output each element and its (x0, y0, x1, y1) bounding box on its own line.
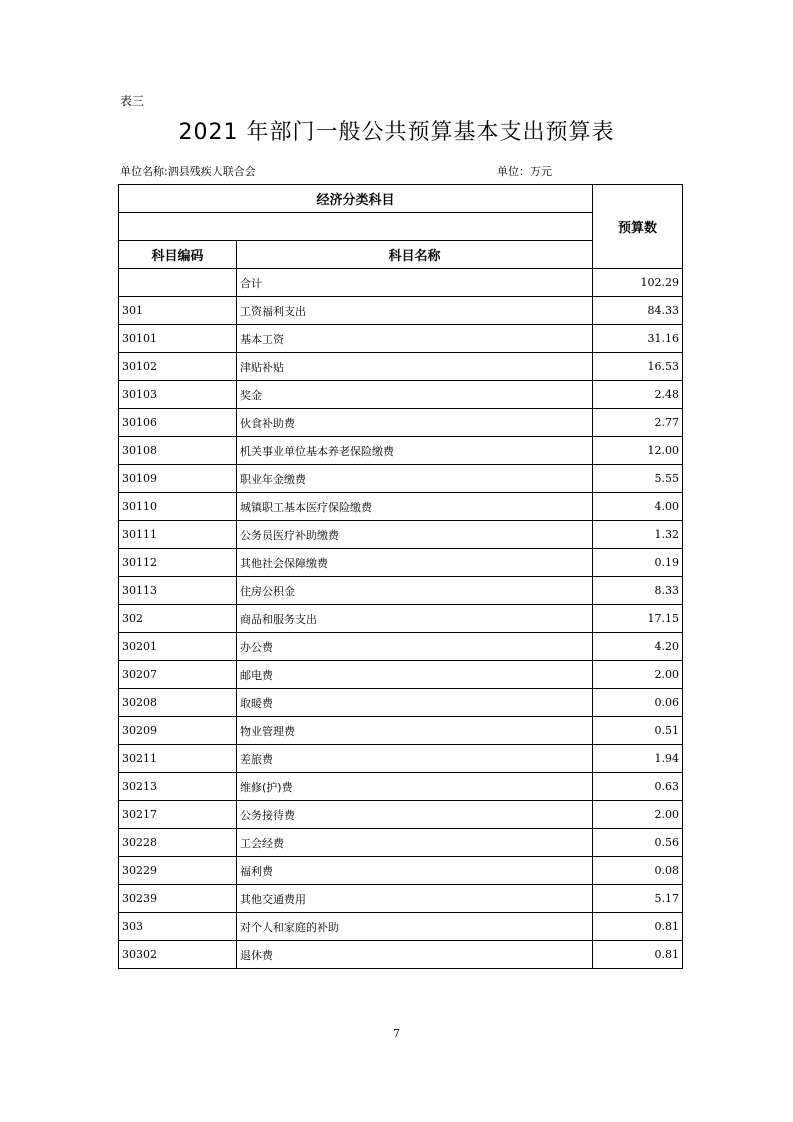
header-spacer-row (119, 213, 593, 241)
subject-code-cell: 302 (119, 605, 237, 633)
budget-amount-cell: 5.55 (593, 465, 683, 493)
budget-amount-cell: 4.20 (593, 633, 683, 661)
budget-amount-cell: 0.81 (593, 913, 683, 941)
budget-amount-cell: 4.00 (593, 493, 683, 521)
table-row (119, 325, 683, 353)
table-row (119, 941, 683, 969)
budget-amount-cell: 8.33 (593, 577, 683, 605)
subject-code-cell: 301 (119, 297, 237, 325)
subject-name-cell: 商品和服务支出 (237, 605, 593, 633)
subject-name-cell: 津贴补贴 (237, 353, 593, 381)
budget-amount-cell: 0.08 (593, 857, 683, 885)
subject-code-cell: 30302 (119, 941, 237, 969)
subject-code-cell: 30213 (119, 773, 237, 801)
table-row (119, 857, 683, 885)
table-row (119, 577, 683, 605)
subject-name-cell: 福利费 (237, 857, 593, 885)
table-row (119, 605, 683, 633)
header-economic-classification: 经济分类科目 (119, 185, 593, 213)
subject-code-cell: 303 (119, 913, 237, 941)
table-row (119, 297, 683, 325)
subject-code-cell: 30103 (119, 381, 237, 409)
subject-code-cell: 30228 (119, 829, 237, 857)
subject-code-cell: 30207 (119, 661, 237, 689)
table-row (119, 269, 683, 297)
subject-code-cell: 30110 (119, 493, 237, 521)
budget-amount-cell: 0.81 (593, 941, 683, 969)
subject-name-cell: 机关事业单位基本养老保险缴费 (237, 437, 593, 465)
subject-code-cell: 30239 (119, 885, 237, 913)
table-row (119, 633, 683, 661)
subject-code-cell: 30106 (119, 409, 237, 437)
budget-amount-cell: 2.48 (593, 381, 683, 409)
table-row (119, 353, 683, 381)
subject-code-cell: 30209 (119, 717, 237, 745)
header-subject-code: 科目编码 (119, 241, 237, 269)
budget-amount-cell: 5.17 (593, 885, 683, 913)
table-row (119, 885, 683, 913)
table-row (119, 465, 683, 493)
subject-name-cell: 伙食补助费 (237, 409, 593, 437)
table-row (119, 913, 683, 941)
unit-name-label: 单位名称:泗县残疾人联合会 (120, 165, 256, 178)
table-row (119, 409, 683, 437)
budget-amount-cell: 2.00 (593, 801, 683, 829)
table-row (119, 717, 683, 745)
budget-amount-cell: 0.51 (593, 717, 683, 745)
subject-name-cell: 办公费 (237, 633, 593, 661)
budget-amount-cell: 102.29 (593, 269, 683, 297)
subject-name-cell: 其他社会保障缴费 (237, 549, 593, 577)
subject-code-cell: 30217 (119, 801, 237, 829)
table-row (119, 549, 683, 577)
subject-name-cell: 维修(护)费 (237, 773, 593, 801)
subject-name-cell: 邮电费 (237, 661, 593, 689)
subject-code-cell: 30108 (119, 437, 237, 465)
subject-name-cell: 公务接待费 (237, 801, 593, 829)
budget-amount-cell: 0.63 (593, 773, 683, 801)
table-row (119, 689, 683, 717)
budget-amount-cell: 1.32 (593, 521, 683, 549)
subject-code-cell: 30101 (119, 325, 237, 353)
budget-table (118, 184, 683, 969)
budget-amount-cell: 0.19 (593, 549, 683, 577)
page-number: 7 (393, 1027, 400, 1040)
subject-name-cell: 工资福利支出 (237, 297, 593, 325)
budget-amount-cell: 31.16 (593, 325, 683, 353)
table-row (119, 801, 683, 829)
budget-amount-cell: 1.94 (593, 745, 683, 773)
header-budget-amount: 预算数 (593, 185, 683, 269)
page-title: 2021 年部门一般公共预算基本支出预算表 (178, 120, 615, 145)
subject-code-cell: 30208 (119, 689, 237, 717)
subject-name-cell: 其他交通费用 (237, 885, 593, 913)
subject-name-cell: 奖金 (237, 381, 593, 409)
table-row (119, 773, 683, 801)
subject-name-cell: 取暖费 (237, 689, 593, 717)
subject-code-cell: 30229 (119, 857, 237, 885)
table-row (119, 493, 683, 521)
subject-name-cell: 公务员医疗补助缴费 (237, 521, 593, 549)
budget-amount-cell: 16.53 (593, 353, 683, 381)
subject-name-cell: 职业年金缴费 (237, 465, 593, 493)
budget-amount-cell: 17.15 (593, 605, 683, 633)
subject-name-cell: 工会经费 (237, 829, 593, 857)
subject-code-cell: 30102 (119, 353, 237, 381)
budget-amount-cell: 0.06 (593, 689, 683, 717)
table-row (119, 745, 683, 773)
subject-code-cell: 30109 (119, 465, 237, 493)
subject-code-cell (119, 269, 237, 297)
budget-amount-cell: 2.00 (593, 661, 683, 689)
budget-amount-cell: 12.00 (593, 437, 683, 465)
table-row (119, 521, 683, 549)
subject-name-cell: 基本工资 (237, 325, 593, 353)
money-unit-label: 单位：万元 (497, 165, 552, 178)
subject-name-cell: 合计 (237, 269, 593, 297)
subject-name-cell: 退休费 (237, 941, 593, 969)
table-row (119, 381, 683, 409)
subject-code-cell: 30111 (119, 521, 237, 549)
subject-name-cell: 差旅费 (237, 745, 593, 773)
subject-name-cell: 对个人和家庭的补助 (237, 913, 593, 941)
subject-name-cell: 物业管理费 (237, 717, 593, 745)
subject-name-cell: 住房公积金 (237, 577, 593, 605)
subject-code-cell: 30211 (119, 745, 237, 773)
table-row (119, 661, 683, 689)
table-tag: 表三 (120, 94, 145, 108)
budget-amount-cell: 84.33 (593, 297, 683, 325)
subject-name-cell: 城镇职工基本医疗保险缴费 (237, 493, 593, 521)
budget-amount-cell: 2.77 (593, 409, 683, 437)
table-row (119, 437, 683, 465)
subject-code-cell: 30201 (119, 633, 237, 661)
subject-code-cell: 30112 (119, 549, 237, 577)
subject-code-cell: 30113 (119, 577, 237, 605)
header-subject-name: 科目名称 (237, 241, 593, 269)
budget-amount-cell: 0.56 (593, 829, 683, 857)
table-row (119, 829, 683, 857)
